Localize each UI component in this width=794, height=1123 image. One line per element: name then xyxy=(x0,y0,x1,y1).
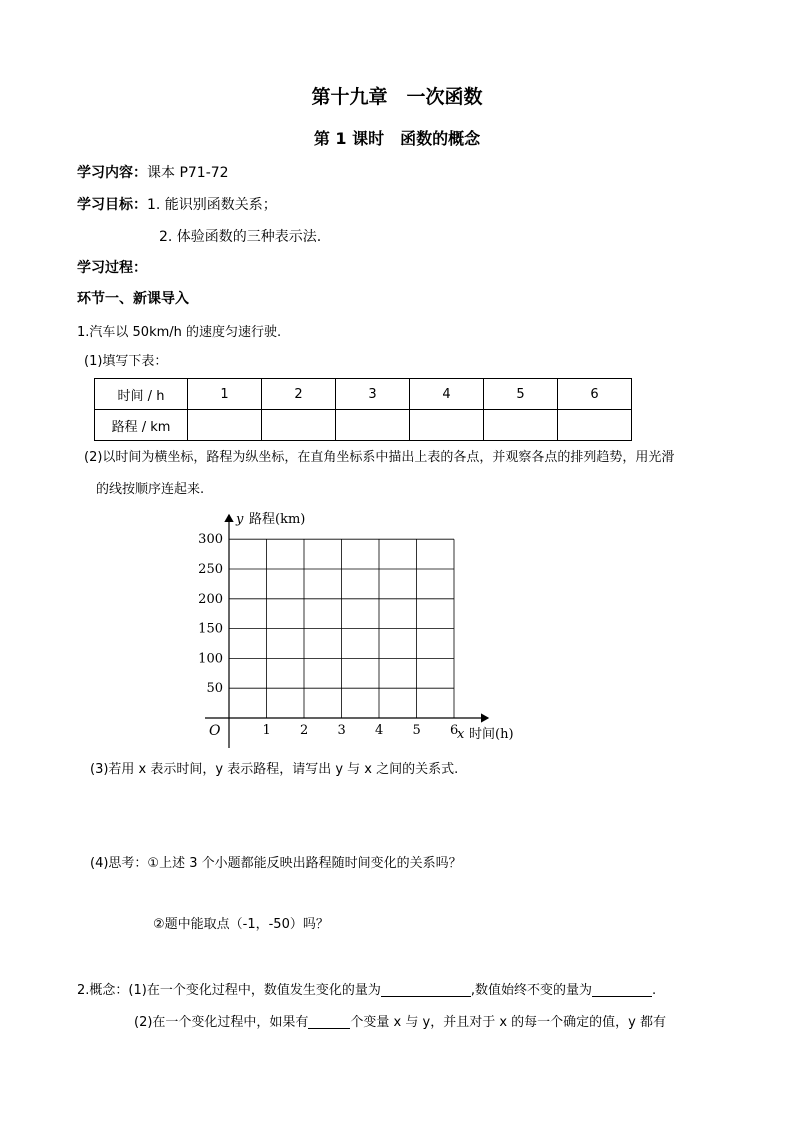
table-blank-cell[interactable] xyxy=(484,410,558,441)
y-axis-label: 路程(km) xyxy=(249,512,306,527)
learning-content-label: 学习内容： xyxy=(77,165,147,181)
concept-part-1-b: ,数值始终不变的量为 xyxy=(470,983,592,998)
y-axis-letter: y xyxy=(236,512,244,527)
table-cell: 2 xyxy=(262,379,336,410)
question-1-part-1: (1)填写下表： xyxy=(84,354,168,369)
x-tick-label: 3 xyxy=(337,723,346,738)
learning-content-value: 课本 P71-72 xyxy=(147,165,229,181)
blank-changing-quantity[interactable] xyxy=(381,983,471,997)
section-title: 环节一、新课导入 xyxy=(77,291,189,307)
question-1-part-4: (4)思考：①上述 3 个小题都能反映出路程随时间变化的关系吗？ xyxy=(90,856,462,871)
concept-label: 2.概念： xyxy=(77,983,129,998)
concept-part-2-a: (2)在一个变化过程中，如果有 xyxy=(134,1015,309,1030)
chapter-title: 第十九章 一次函数 xyxy=(311,86,483,108)
table-blank-cell[interactable] xyxy=(262,410,336,441)
blank-constant-quantity[interactable] xyxy=(592,983,652,997)
x-tick-label: 2 xyxy=(300,723,309,738)
concept-part-1-end: . xyxy=(651,983,657,998)
y-tick-label: 200 xyxy=(198,591,223,607)
x-tick-label: 4 xyxy=(375,723,384,738)
table-row xyxy=(95,379,632,410)
table-header-distance: 路程 / km xyxy=(95,410,188,441)
x-tick-label: 1 xyxy=(262,723,271,738)
x-axis-letter: x xyxy=(457,727,465,742)
x-axis-label: 时间(h) xyxy=(469,727,514,742)
concept-part-1-line xyxy=(77,983,656,997)
table-header-time: 时间 / h xyxy=(95,379,188,410)
origin-label: O xyxy=(209,723,221,739)
table-cell: 6 xyxy=(558,379,632,410)
question-1-part-2-line-2: 的线按顺序连起来. xyxy=(96,482,205,497)
learning-goal-1: 1. 能识别函数关系； xyxy=(147,197,277,213)
learning-content-line xyxy=(77,166,229,180)
question-1-part-2-line-1: (2)以时间为横坐标，路程为纵坐标，在直角坐标系中描出上表的各点，并观察各点的排列趋势，用光滑 xyxy=(84,450,675,465)
table-blank-cell[interactable] xyxy=(188,410,262,441)
time-distance-table xyxy=(94,378,632,441)
table-cell: 3 xyxy=(336,379,410,410)
chart-grid xyxy=(229,539,454,718)
table-cell: 5 xyxy=(484,379,558,410)
y-tick-label: 250 xyxy=(198,562,223,577)
blank-variable-count[interactable] xyxy=(308,1015,350,1029)
concept-part-2-b: 个变量 x 与 y，并且对于 x 的每一个确定的值，y 都有 xyxy=(350,1015,666,1030)
x-tick-label: 6 xyxy=(450,723,459,738)
learning-goal-2: 2. 体验函数的三种表示法. xyxy=(159,229,322,245)
learning-process-label: 学习过程： xyxy=(77,260,147,276)
y-tick-label: 100 xyxy=(198,651,223,667)
table-cell: 1 xyxy=(188,379,262,410)
learning-goals-line xyxy=(77,198,277,212)
x-tick-label: 5 xyxy=(412,723,421,738)
coordinate-grid-chart xyxy=(0,505,794,765)
table-blank-cell[interactable] xyxy=(558,410,632,441)
y-tick-label: 50 xyxy=(206,681,223,697)
learning-goals-label: 学习目标： xyxy=(77,197,147,213)
table-blank-cell[interactable] xyxy=(336,410,410,441)
y-tick-label: 300 xyxy=(198,532,223,548)
concept-part-1-a: (1)在一个变化过程中，数值发生变化的量为 xyxy=(128,983,381,998)
table-cell: 4 xyxy=(410,379,484,410)
question-1-part-4b: ②题中能取点（-1，-50）吗？ xyxy=(153,917,329,932)
table-blank-cell[interactable] xyxy=(410,410,484,441)
concept-part-2-line xyxy=(134,1015,666,1029)
y-tick-label: 150 xyxy=(198,621,223,637)
question-1: 1.汽车以 50km/h 的速度匀速行驶. xyxy=(77,325,282,340)
table-row xyxy=(95,410,632,441)
lesson-title: 第 1 课时 函数的概念 xyxy=(313,129,481,148)
question-1-part-3: (3)若用 x 表示时间，y 表示路程，请写出 y 与 x 之间的关系式. xyxy=(90,762,459,777)
